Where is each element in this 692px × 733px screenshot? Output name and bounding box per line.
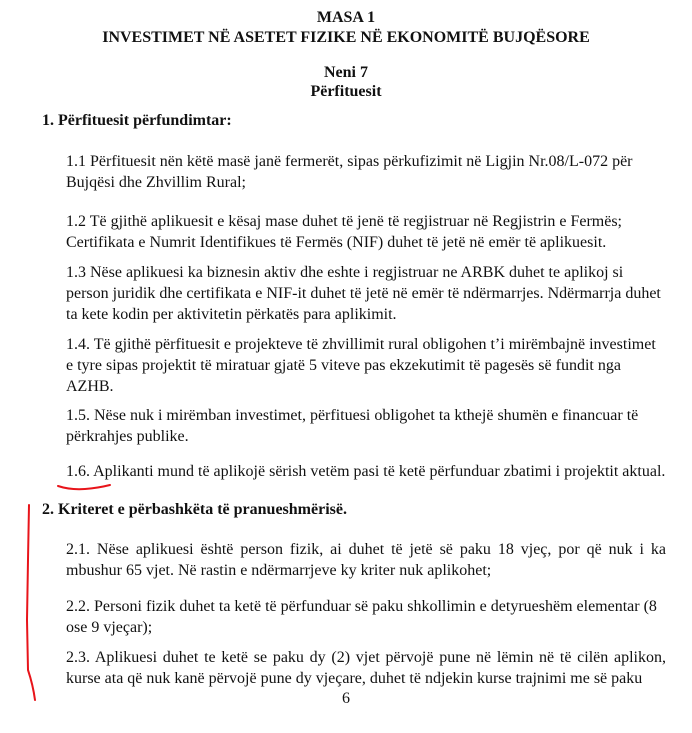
paragraph-1-4: 1.4. Të gjithë përfituesit e projekteve të zhvillimit rural obligohen t’i mirëmbajnë investimet e tyre sipas projektit të miratuar gjatë 5 viteve pas ekzekutimit të pagesës së fundit nga AZHB. (66, 336, 656, 395)
measure-title: MASA 1 (316, 9, 376, 26)
article-subtitle: Përfituesit (310, 83, 382, 100)
paragraph-2-1: 2.1. Nëse aplikuesi është person fizik, ai duhet të jetë së paku 18 vjeç, por që nuk i ka mbushur 65 vjet. Në rastin e ndërmarrjeve ky kriter nuk aplikohet; (66, 541, 666, 579)
article-title: Neni 7 (324, 64, 368, 81)
paragraph-2-2: 2.2. Personi fizik duhet ta ketë të përfunduar së paku shkollimin e detyrueshëm elementar (8 ose 9 vjeçar); (66, 598, 657, 636)
section-heading-eligibility: 2. Kriteret e përbashkëta të pranueshmërisë. (42, 501, 347, 518)
paragraph-2-3: 2.3. Aplikuesi duhet te ketë se paku dy (2) vjet përvojë pune në lëmin në të cilën aplikon, kurse ata që nuk kanë përvojë pune dy vjeçare, duhet të ndjekin kurse trajnimi me së paku (66, 649, 666, 687)
red-vertical-bracket-mark (27, 505, 35, 700)
paragraph-1-2: 1.2 Të gjithë aplikuesit e kësaj mase duhet të jenë të regjistruar në Regjistrin e Fermës; Certifikata e Numrit Identifikues të Fermës (NIF) duhet të jetë në emër të aplikuesit. (66, 213, 622, 251)
page-number: 6 (342, 690, 350, 707)
paragraph-1-1: 1.1 Përfituesit nën këtë masë janë fermerët, sipas përkufizimit në Ligjin Nr.08/L-072 për Bujqësi dhe Zhvillim Rural; (66, 153, 633, 191)
paragraph-1-3: 1.3 Nëse aplikuesi ka biznesin aktiv dhe eshte i regjistruar ne ARBK duhet te aplikoj si person juridik dhe certifikata e NIF-it duhet të jetë në emër të ndërmarrjes. Ndërmarrja duhet ta kete kodin per aktivitetin përkatës para aplikimit. (66, 264, 661, 323)
section-heading-beneficiaries: 1. Përfituesit përfundimtar: (42, 112, 232, 129)
red-underline-mark (58, 485, 110, 489)
paragraph-1-5: 1.5. Nëse nuk i mirëmban investimet, përfituesi obligohet ta kthejë shumën e financuar të përkrahjes publike. (66, 407, 639, 445)
paragraph-1-6: 1.6. Aplikanti mund të aplikojë sërish vetëm pasi të ketë përfunduar zbatimi i projektit aktual. (66, 463, 666, 480)
measure-subtitle: INVESTIMET NË ASETET FIZIKE NË EKONOMITË BUJQËSORE (102, 29, 590, 46)
